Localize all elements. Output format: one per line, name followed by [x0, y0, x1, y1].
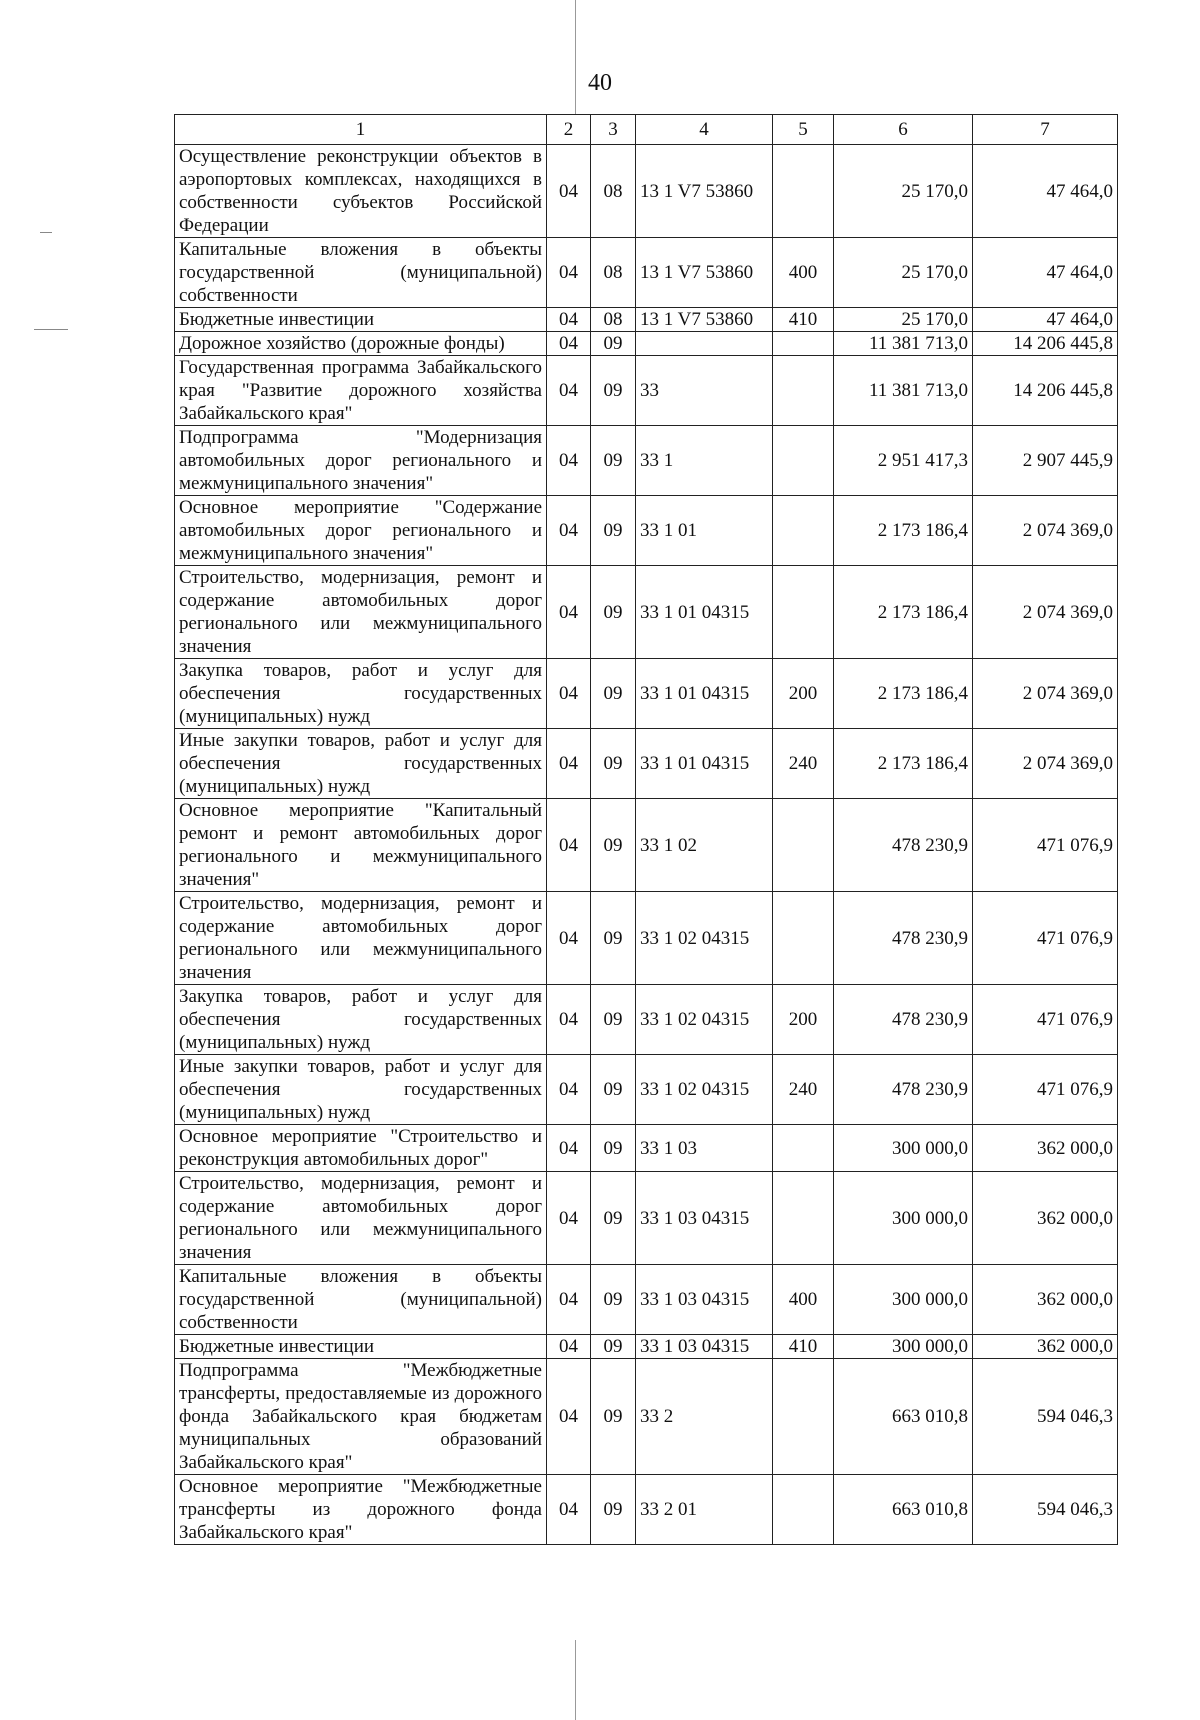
target-article-cell: 33 1 01 04315 [636, 566, 773, 659]
amount-year1-cell: 478 230,9 [834, 892, 973, 985]
section-code-cell: 04 [547, 892, 591, 985]
table-row [175, 145, 1118, 238]
target-article-cell: 33 2 [636, 1359, 773, 1475]
amount-year1-cell: 478 230,9 [834, 1055, 973, 1125]
subsection-code-cell: 09 [591, 426, 636, 496]
amount-year2-cell: 2 074 369,0 [973, 659, 1118, 729]
subsection-code-cell: 09 [591, 892, 636, 985]
amount-year1-cell: 2 173 186,4 [834, 659, 973, 729]
row-name-cell: Иные закупки товаров, работ и услуг для обеспечения государственных (муниципальных) нужд [175, 729, 547, 799]
row-name-cell: Подпрограмма "Межбюджетные трансферты, предоставляемые из дорожного фонда Забайкальского края бюджетам муниципальных образований Забайкальского края" [175, 1359, 547, 1475]
row-name-cell: Строительство, модернизация, ремонт и содержание автомобильных дорог регионального или межмуниципального значения [175, 1172, 547, 1265]
expense-type-cell [773, 426, 834, 496]
expense-type-cell [773, 1125, 834, 1172]
budget-table [174, 114, 1118, 1545]
section-code-cell: 04 [547, 426, 591, 496]
column-header: 3 [591, 115, 636, 145]
table-row [175, 426, 1118, 496]
section-code-cell: 04 [547, 1265, 591, 1335]
subsection-code-cell: 09 [591, 1265, 636, 1335]
table-row [175, 659, 1118, 729]
target-article-cell: 33 1 02 04315 [636, 892, 773, 985]
subsection-code-cell: 09 [591, 1335, 636, 1359]
subsection-code-cell: 09 [591, 1055, 636, 1125]
amount-year2-cell: 47 464,0 [973, 308, 1118, 332]
table-body [175, 145, 1118, 1545]
subsection-code-cell: 08 [591, 238, 636, 308]
target-article-cell: 33 1 01 04315 [636, 659, 773, 729]
section-code-cell: 04 [547, 1335, 591, 1359]
column-header: 2 [547, 115, 591, 145]
amount-year2-cell: 362 000,0 [973, 1335, 1118, 1359]
amount-year2-cell: 47 464,0 [973, 145, 1118, 238]
subsection-code-cell: 09 [591, 985, 636, 1055]
subsection-code-cell: 09 [591, 1359, 636, 1475]
section-code-cell: 04 [547, 238, 591, 308]
expense-type-cell [773, 496, 834, 566]
row-name-cell: Строительство, модернизация, ремонт и содержание автомобильных дорог регионального или межмуниципального значения [175, 892, 547, 985]
expense-type-cell: 240 [773, 729, 834, 799]
amount-year1-cell: 663 010,8 [834, 1475, 973, 1545]
subsection-code-cell: 09 [591, 496, 636, 566]
target-article-cell: 33 [636, 356, 773, 426]
subsection-code-cell: 08 [591, 145, 636, 238]
amount-year1-cell: 300 000,0 [834, 1172, 973, 1265]
amount-year1-cell: 300 000,0 [834, 1125, 973, 1172]
target-article-cell: 33 1 02 04315 [636, 1055, 773, 1125]
expense-type-cell [773, 1475, 834, 1545]
expense-type-cell [773, 566, 834, 659]
section-code-cell: 04 [547, 1055, 591, 1125]
target-article-cell: 33 1 03 04315 [636, 1335, 773, 1359]
target-article-cell: 33 1 [636, 426, 773, 496]
target-article-cell: 13 1 V7 53860 [636, 308, 773, 332]
expense-type-cell: 400 [773, 1265, 834, 1335]
row-name-cell: Закупка товаров, работ и услуг для обеспечения государственных (муниципальных) нужд [175, 659, 547, 729]
table-row [175, 892, 1118, 985]
table-row [175, 566, 1118, 659]
amount-year1-cell: 2 173 186,4 [834, 566, 973, 659]
table-row [175, 799, 1118, 892]
table-row [175, 729, 1118, 799]
amount-year2-cell: 2 074 369,0 [973, 566, 1118, 659]
row-name-cell: Подпрограмма "Модернизация автомобильных дорог регионального и межмуниципального значения" [175, 426, 547, 496]
target-article-cell: 33 1 02 04315 [636, 985, 773, 1055]
subsection-code-cell: 09 [591, 799, 636, 892]
amount-year2-cell: 471 076,9 [973, 1055, 1118, 1125]
amount-year1-cell: 2 173 186,4 [834, 729, 973, 799]
target-article-cell: 13 1 V7 53860 [636, 145, 773, 238]
table-row [175, 1475, 1118, 1545]
expense-type-cell [773, 1359, 834, 1475]
column-header: 7 [973, 115, 1118, 145]
amount-year1-cell: 11 381 713,0 [834, 332, 973, 356]
row-name-cell: Капитальные вложения в объекты государственной (муниципальной) собственности [175, 238, 547, 308]
section-code-cell: 04 [547, 1475, 591, 1545]
row-name-cell: Государственная программа Забайкальского края "Развитие дорожного хозяйства Забайкальского края" [175, 356, 547, 426]
expense-type-cell: 410 [773, 1335, 834, 1359]
table-row [175, 1335, 1118, 1359]
target-article-cell: 33 1 01 04315 [636, 729, 773, 799]
fold-line-top [575, 0, 576, 115]
amount-year1-cell: 300 000,0 [834, 1335, 973, 1359]
expense-type-cell [773, 892, 834, 985]
subsection-code-cell: 09 [591, 356, 636, 426]
amount-year1-cell: 478 230,9 [834, 985, 973, 1055]
subsection-code-cell: 09 [591, 659, 636, 729]
section-code-cell: 04 [547, 799, 591, 892]
amount-year2-cell: 14 206 445,8 [973, 332, 1118, 356]
subsection-code-cell: 09 [591, 1172, 636, 1265]
fold-line-bottom [575, 1640, 576, 1720]
expense-type-cell [773, 356, 834, 426]
section-code-cell: 04 [547, 985, 591, 1055]
table-row [175, 308, 1118, 332]
amount-year2-cell: 471 076,9 [973, 799, 1118, 892]
expense-type-cell: 400 [773, 238, 834, 308]
amount-year1-cell: 478 230,9 [834, 799, 973, 892]
section-code-cell: 04 [547, 1359, 591, 1475]
section-code-cell: 04 [547, 1125, 591, 1172]
amount-year2-cell: 2 074 369,0 [973, 729, 1118, 799]
section-code-cell: 04 [547, 308, 591, 332]
section-code-cell: 04 [547, 1172, 591, 1265]
amount-year2-cell: 471 076,9 [973, 892, 1118, 985]
amount-year2-cell: 594 046,3 [973, 1475, 1118, 1545]
target-article-cell: 33 1 01 [636, 496, 773, 566]
expense-type-cell [773, 332, 834, 356]
section-code-cell: 04 [547, 659, 591, 729]
row-name-cell: Капитальные вложения в объекты государственной (муниципальной) собственности [175, 1265, 547, 1335]
column-header: 4 [636, 115, 773, 145]
expense-type-cell: 200 [773, 659, 834, 729]
row-name-cell: Закупка товаров, работ и услуг для обеспечения государственных (муниципальных) нужд [175, 985, 547, 1055]
table-row [175, 496, 1118, 566]
subsection-code-cell: 09 [591, 566, 636, 659]
amount-year1-cell: 2 951 417,3 [834, 426, 973, 496]
amount-year1-cell: 25 170,0 [834, 238, 973, 308]
target-article-cell: 33 1 03 [636, 1125, 773, 1172]
target-article-cell: 33 1 02 [636, 799, 773, 892]
target-article-cell: 33 1 03 04315 [636, 1265, 773, 1335]
amount-year2-cell: 14 206 445,8 [973, 356, 1118, 426]
amount-year2-cell: 2 907 445,9 [973, 426, 1118, 496]
amount-year1-cell: 2 173 186,4 [834, 496, 973, 566]
amount-year2-cell: 362 000,0 [973, 1172, 1118, 1265]
amount-year2-cell: 362 000,0 [973, 1125, 1118, 1172]
table-row [175, 1125, 1118, 1172]
row-name-cell: Бюджетные инвестиции [175, 308, 547, 332]
amount-year1-cell: 663 010,8 [834, 1359, 973, 1475]
row-name-cell: Дорожное хозяйство (дорожные фонды) [175, 332, 547, 356]
column-header: 6 [834, 115, 973, 145]
amount-year2-cell: 2 074 369,0 [973, 496, 1118, 566]
subsection-code-cell: 09 [591, 1475, 636, 1545]
expense-type-cell: 410 [773, 308, 834, 332]
header-row [175, 115, 1118, 145]
row-name-cell: Основное мероприятие "Капитальный ремонт и ремонт автомобильных дорог регионального и межмуниципального значения" [175, 799, 547, 892]
subsection-code-cell: 09 [591, 729, 636, 799]
row-name-cell: Основное мероприятие "Строительство и реконструкция автомобильных дорог" [175, 1125, 547, 1172]
amount-year1-cell: 300 000,0 [834, 1265, 973, 1335]
section-code-cell: 04 [547, 496, 591, 566]
expense-type-cell [773, 799, 834, 892]
subsection-code-cell: 09 [591, 1125, 636, 1172]
target-article-cell: 33 2 01 [636, 1475, 773, 1545]
subsection-code-cell: 09 [591, 332, 636, 356]
expense-type-cell [773, 145, 834, 238]
table-row [175, 1172, 1118, 1265]
column-header: 5 [773, 115, 834, 145]
table-row [175, 332, 1118, 356]
amount-year1-cell: 25 170,0 [834, 308, 973, 332]
amount-year2-cell: 47 464,0 [973, 238, 1118, 308]
expense-type-cell: 240 [773, 1055, 834, 1125]
amount-year1-cell: 25 170,0 [834, 145, 973, 238]
table-row [175, 1265, 1118, 1335]
expense-type-cell [773, 1172, 834, 1265]
scan-mark [40, 232, 52, 233]
table-row [175, 356, 1118, 426]
table-row [175, 1359, 1118, 1475]
row-name-cell: Строительство, модернизация, ремонт и содержание автомобильных дорог регионального или межмуниципального значения [175, 566, 547, 659]
expense-type-cell: 200 [773, 985, 834, 1055]
section-code-cell: 04 [547, 356, 591, 426]
row-name-cell: Осуществление реконструкции объектов в аэропортовых комплексах, находящихся в собственности субъектов Российской Федерации [175, 145, 547, 238]
amount-year2-cell: 471 076,9 [973, 985, 1118, 1055]
amount-year1-cell: 11 381 713,0 [834, 356, 973, 426]
section-code-cell: 04 [547, 332, 591, 356]
column-header: 1 [175, 115, 547, 145]
row-name-cell: Основное мероприятие "Межбюджетные трансферты из дорожного фонда Забайкальского края" [175, 1475, 547, 1545]
section-code-cell: 04 [547, 729, 591, 799]
section-code-cell: 04 [547, 566, 591, 659]
row-name-cell: Основное мероприятие "Содержание автомобильных дорог регионального и межмуниципального значения" [175, 496, 547, 566]
table-row [175, 985, 1118, 1055]
amount-year2-cell: 594 046,3 [973, 1359, 1118, 1475]
amount-year2-cell: 362 000,0 [973, 1265, 1118, 1335]
row-name-cell: Иные закупки товаров, работ и услуг для обеспечения государственных (муниципальных) нужд [175, 1055, 547, 1125]
section-code-cell: 04 [547, 145, 591, 238]
target-article-cell [636, 332, 773, 356]
target-article-cell: 13 1 V7 53860 [636, 238, 773, 308]
subsection-code-cell: 08 [591, 308, 636, 332]
table-row [175, 1055, 1118, 1125]
target-article-cell: 33 1 03 04315 [636, 1172, 773, 1265]
page-number: 40 [588, 70, 612, 96]
scan-mark [34, 329, 68, 330]
row-name-cell: Бюджетные инвестиции [175, 1335, 547, 1359]
table-row [175, 238, 1118, 308]
